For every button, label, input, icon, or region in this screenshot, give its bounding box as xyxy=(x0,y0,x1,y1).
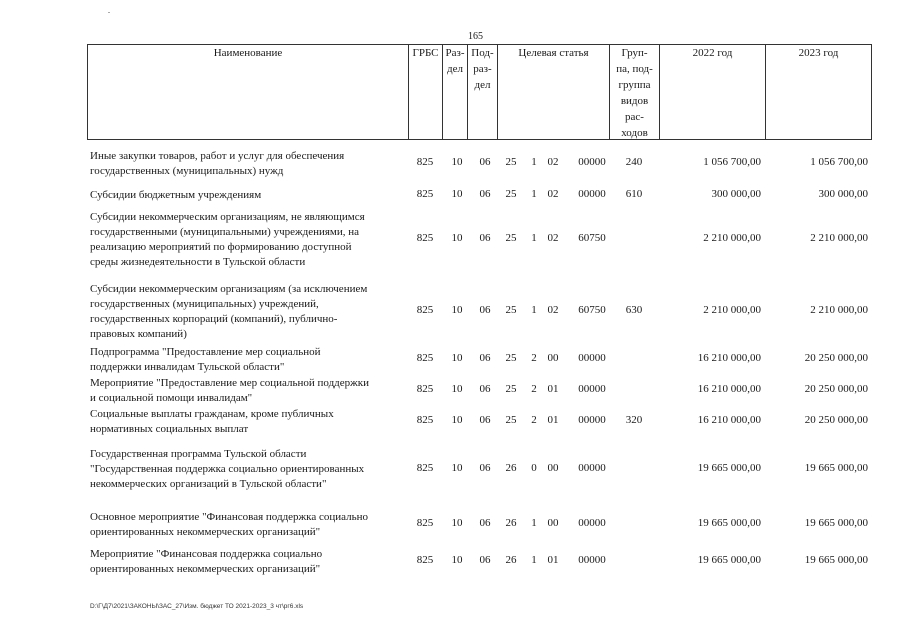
row-name-line: Государственная программа Тульской области xyxy=(90,448,307,460)
podrazdel-code: 06 xyxy=(479,188,491,200)
row-name xyxy=(90,282,405,342)
grbs-code: 825 xyxy=(416,462,434,474)
row-name-line: государственных (муниципальных) учреждений, xyxy=(90,298,319,310)
target-subprogram-code: 1 xyxy=(531,232,537,244)
row-name-line: нормативных социальных выплат xyxy=(90,423,249,435)
target-direction-code: 00000 xyxy=(578,517,606,529)
table-row xyxy=(87,210,872,270)
row-name-line: поддержки инвалидам Тульской области" xyxy=(90,361,285,373)
razdel-code: 10 xyxy=(451,517,463,529)
header-podrazdel: Под- раз- дел xyxy=(468,45,498,139)
row-name-line: правовых компаний) xyxy=(90,328,187,340)
row-name-line: ориентированных некоммерческих организаций" xyxy=(90,526,321,538)
target-subprogram-code: 2 xyxy=(531,383,537,395)
amount-2023: 1 056 700,00 xyxy=(810,156,868,168)
row-name-line: Иные закупки товаров, работ и услуг для обеспечения xyxy=(90,150,345,162)
grbs-code: 825 xyxy=(416,414,434,426)
target-subprogram-code: 1 xyxy=(531,156,537,168)
target-direction-code: 00000 xyxy=(578,352,606,364)
table-row xyxy=(87,547,872,577)
table-row xyxy=(87,149,872,179)
target-subprogram-code: 1 xyxy=(531,554,537,566)
grbs-code: 825 xyxy=(416,188,434,200)
razdel-code: 10 xyxy=(451,554,463,566)
target-event-code: 01 xyxy=(547,554,559,566)
amount-2023: 2 210 000,00 xyxy=(810,304,868,316)
expense-group-code: 320 xyxy=(625,414,643,426)
row-name-line: некоммерческих организаций в Тульской области" xyxy=(90,478,327,490)
table-header xyxy=(87,44,872,140)
expense-group-code: 240 xyxy=(625,156,643,168)
grbs-code: 825 xyxy=(416,383,434,395)
target-program-code: 25 xyxy=(505,304,517,316)
target-event-code: 02 xyxy=(547,232,559,244)
razdel-code: 10 xyxy=(451,383,463,395)
table-row xyxy=(87,376,872,406)
row-name-line: Мероприятие "Предоставление мер социальной поддержки xyxy=(90,377,369,389)
table-row xyxy=(87,407,872,437)
grbs-code: 825 xyxy=(416,156,434,168)
expense-group-code: 610 xyxy=(625,188,643,200)
razdel-code: 10 xyxy=(451,462,463,474)
amount-2022: 16 210 000,00 xyxy=(697,414,761,426)
table-row xyxy=(87,188,872,203)
target-event-code: 00 xyxy=(547,352,559,364)
expense-group-code: 630 xyxy=(625,304,643,316)
header-year-2022: 2022 год xyxy=(660,45,766,139)
target-subprogram-code: 2 xyxy=(531,352,537,364)
target-direction-code: 00000 xyxy=(578,156,606,168)
amount-2022: 19 665 000,00 xyxy=(697,554,761,566)
target-event-code: 01 xyxy=(547,383,559,395)
row-name xyxy=(90,345,405,375)
row-name-line: Субсидии некоммерческим организациям, не являющимся xyxy=(90,211,365,223)
target-event-code: 02 xyxy=(547,156,559,168)
table-row xyxy=(87,345,872,375)
target-direction-code: 00000 xyxy=(578,188,606,200)
target-subprogram-code: 1 xyxy=(531,304,537,316)
page-number: 165 xyxy=(468,31,483,42)
podrazdel-code: 06 xyxy=(479,383,491,395)
target-program-code: 25 xyxy=(505,414,517,426)
row-name-line: "Государственная поддержка социально ориентированных xyxy=(90,463,365,475)
row-name-line: Субсидии некоммерческим организациям (за исключением xyxy=(90,283,368,295)
row-name-line: Социальные выплаты гражданам, кроме публичных xyxy=(90,408,334,420)
podrazdel-code: 06 xyxy=(479,517,491,529)
grbs-code: 825 xyxy=(416,304,434,316)
row-name-line: и социальной помощи инвалидам" xyxy=(90,392,253,404)
grbs-code: 825 xyxy=(416,232,434,244)
target-direction-code: 00000 xyxy=(578,462,606,474)
razdel-code: 10 xyxy=(451,304,463,316)
target-program-code: 26 xyxy=(505,517,517,529)
target-event-code: 01 xyxy=(547,414,559,426)
target-subprogram-code: 0 xyxy=(531,462,537,474)
row-name xyxy=(90,547,405,577)
target-program-code: 26 xyxy=(505,462,517,474)
podrazdel-code: 06 xyxy=(479,156,491,168)
row-name-line: Мероприятие "Финансовая поддержка социально xyxy=(90,548,323,560)
row-name-line: среды жизнедеятельности в Тульской области xyxy=(90,256,306,268)
grbs-code: 825 xyxy=(416,517,434,529)
target-direction-code: 00000 xyxy=(578,414,606,426)
target-direction-code: 60750 xyxy=(578,232,606,244)
target-subprogram-code: 2 xyxy=(531,414,537,426)
target-program-code: 25 xyxy=(505,188,517,200)
row-name xyxy=(90,447,405,492)
target-program-code: 25 xyxy=(505,352,517,364)
podrazdel-code: 06 xyxy=(479,352,491,364)
file-path: D:\Г\Д7\2021\ЗАКОНЫ\ЗАС_27\Изм. бюджет ТО 2021-2023_3 чт\рг6.xls xyxy=(90,603,304,610)
row-name-line: Субсидии бюджетным учреждениям xyxy=(90,189,262,201)
target-direction-code: 00000 xyxy=(578,554,606,566)
row-name xyxy=(90,188,405,203)
razdel-code: 10 xyxy=(451,156,463,168)
header-grbs: ГРБС xyxy=(409,45,443,139)
grbs-code: 825 xyxy=(416,554,434,566)
podrazdel-code: 06 xyxy=(479,414,491,426)
razdel-code: 10 xyxy=(451,232,463,244)
table-row xyxy=(87,447,872,492)
target-event-code: 00 xyxy=(547,517,559,529)
amount-2023: 2 210 000,00 xyxy=(810,232,868,244)
row-name-line: государственных корпораций (компаний), публично- xyxy=(90,313,338,325)
target-program-code: 25 xyxy=(505,156,517,168)
amount-2023: 20 250 000,00 xyxy=(804,414,868,426)
row-name xyxy=(90,376,405,406)
podrazdel-code: 06 xyxy=(479,554,491,566)
row-name-line: Подпрограмма "Предоставление мер социальной xyxy=(90,346,321,358)
amount-2022: 1 056 700,00 xyxy=(703,156,761,168)
amount-2022: 2 210 000,00 xyxy=(703,232,761,244)
target-program-code: 25 xyxy=(505,232,517,244)
header-razdel: Раз- дел xyxy=(443,45,468,139)
podrazdel-code: 06 xyxy=(479,304,491,316)
header-target-article: Целевая статья xyxy=(498,45,610,139)
podrazdel-code: 06 xyxy=(479,232,491,244)
grbs-code: 825 xyxy=(416,352,434,364)
table-row xyxy=(87,510,872,540)
row-name-line: государственных (муниципальных) нужд xyxy=(90,165,284,177)
row-name-line: реализацию мероприятий по формированию доступной xyxy=(90,241,352,253)
scan-speck xyxy=(108,12,110,13)
razdel-code: 10 xyxy=(451,352,463,364)
razdel-code: 10 xyxy=(451,414,463,426)
target-direction-code: 60750 xyxy=(578,304,606,316)
amount-2022: 19 665 000,00 xyxy=(697,462,761,474)
amount-2023: 20 250 000,00 xyxy=(804,352,868,364)
row-name xyxy=(90,210,405,270)
podrazdel-code: 06 xyxy=(479,462,491,474)
amount-2023: 19 665 000,00 xyxy=(804,517,868,529)
table-row xyxy=(87,282,872,342)
row-name xyxy=(90,149,405,179)
header-name: Наименование xyxy=(88,45,409,139)
target-subprogram-code: 1 xyxy=(531,188,537,200)
target-program-code: 25 xyxy=(505,383,517,395)
target-program-code: 26 xyxy=(505,554,517,566)
target-event-code: 00 xyxy=(547,462,559,474)
target-event-code: 02 xyxy=(547,304,559,316)
target-subprogram-code: 1 xyxy=(531,517,537,529)
amount-2023: 19 665 000,00 xyxy=(804,554,868,566)
target-direction-code: 00000 xyxy=(578,383,606,395)
amount-2022: 19 665 000,00 xyxy=(697,517,761,529)
amount-2023: 20 250 000,00 xyxy=(804,383,868,395)
amount-2022: 16 210 000,00 xyxy=(697,352,761,364)
amount-2022: 16 210 000,00 xyxy=(697,383,761,395)
row-name-line: ориентированных некоммерческих организаций" xyxy=(90,563,321,575)
row-name xyxy=(90,407,405,437)
amount-2022: 2 210 000,00 xyxy=(703,304,761,316)
row-name xyxy=(90,510,405,540)
row-name-line: государственными (муниципальными) учреждениями, на xyxy=(90,226,360,238)
amount-2023: 19 665 000,00 xyxy=(804,462,868,474)
razdel-code: 10 xyxy=(451,188,463,200)
header-expense-group: Груп- па, под- группа видов рас- ходов xyxy=(610,45,660,139)
header-year-2023: 2023 год xyxy=(798,47,839,59)
target-event-code: 02 xyxy=(547,188,559,200)
amount-2022: 300 000,00 xyxy=(711,188,761,200)
row-name-line: Основное мероприятие "Финансовая поддержка социально xyxy=(90,511,368,523)
amount-2023: 300 000,00 xyxy=(818,188,868,200)
